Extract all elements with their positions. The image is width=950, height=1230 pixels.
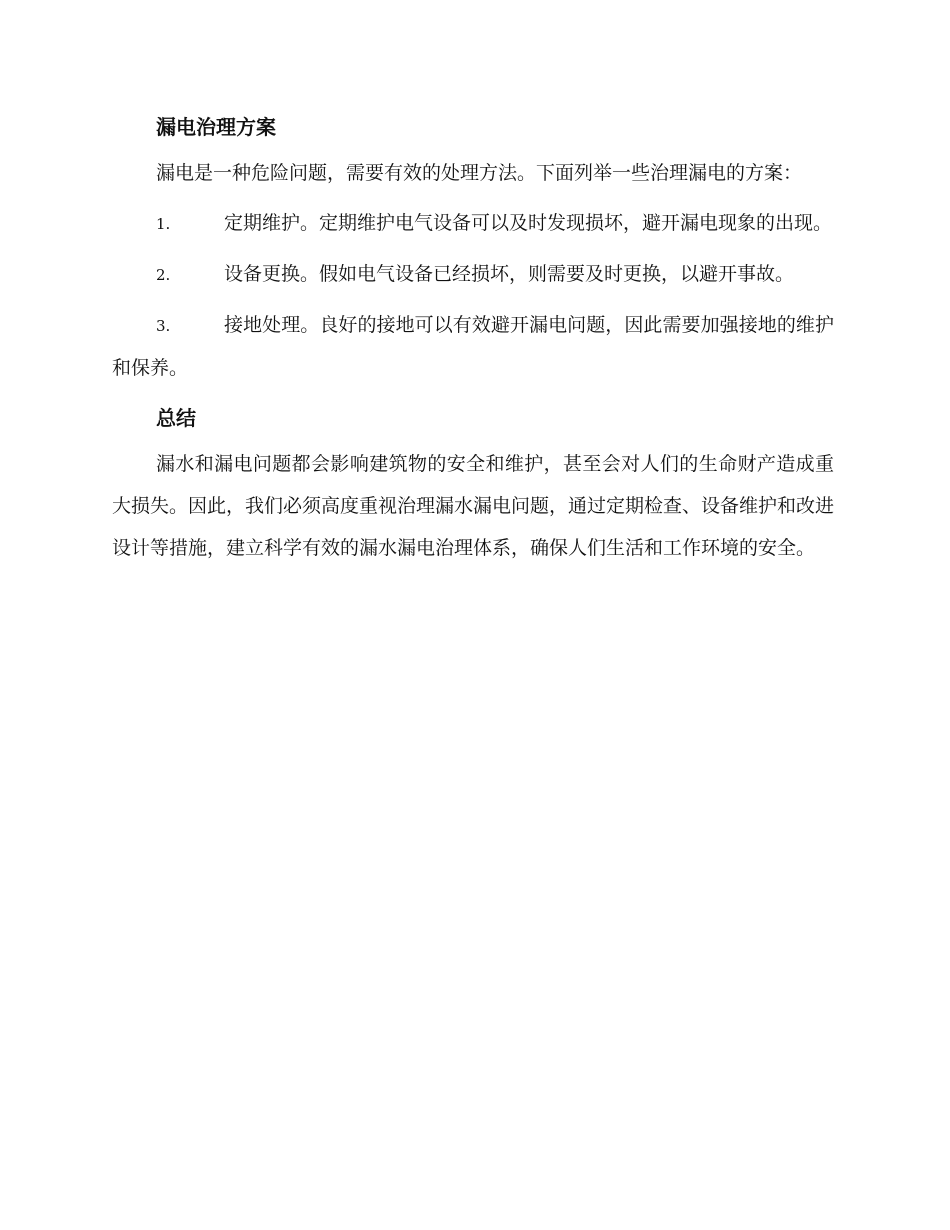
list-text: 接地处理。良好的接地可以有效避开漏电问题，因此需要加强接地的维护和保养。 [112,314,834,379]
list-number: 2. [156,266,171,284]
list-text: 定期维护。定期维护电气设备可以及时发现损坏，避开漏电现象的出现。 [224,212,833,234]
list-item-1 [112,202,834,245]
summary-title: 总结 [156,406,196,430]
list-number: 3. [156,317,171,335]
document-page [112,106,834,577]
intro-paragraph: 漏电是一种危险问题，需要有效的处理方法。下面列举一些治理漏电的方案： [156,162,803,184]
list-text: 设备更换。假如电气设备已经损坏，则需要及时更换，以避开事故。 [224,263,795,285]
list-item-3 [112,304,834,389]
summary-paragraph: 漏水和漏电问题都会影响建筑物的安全和维护，甚至会对人们的生命财产造成重大损失。因此，我们必须高度重视治理漏水漏电问题，通过定期检查、设备维护和改进设计等措施，建立科学有效的漏水漏电治理体系，确保人们生活和工作环境的安全。 [112,453,835,559]
list-number: 1. [156,215,171,233]
section-title: 漏电治理方案 [156,115,276,139]
list-item-2 [112,253,834,296]
